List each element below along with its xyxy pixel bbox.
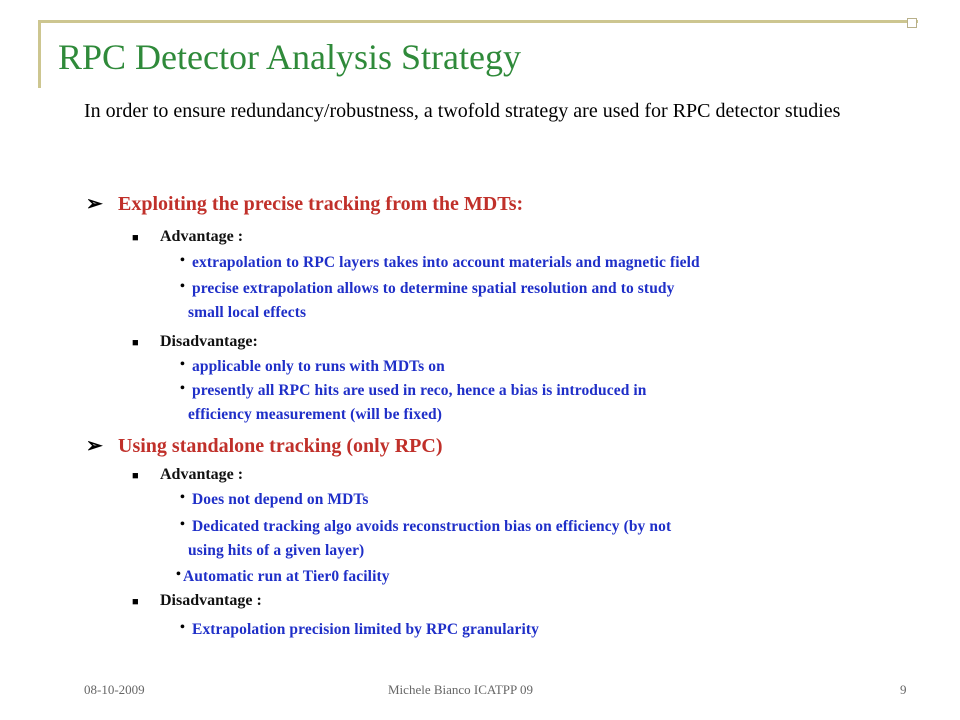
square-bullet-icon: ■ <box>132 470 139 482</box>
dot-bullet-icon: • <box>180 490 185 505</box>
dot-bullet-icon: • <box>180 279 185 294</box>
arrow-bullet-icon: ➢ <box>86 193 103 215</box>
detail-item: extrapolation to RPC layers takes into account materials and magnetic field <box>192 254 700 271</box>
strategy-heading-mdt: Exploiting the precise tracking from the MDTs: <box>118 193 524 215</box>
detail-item-continuation: small local effects <box>188 304 307 321</box>
group-label-disadvantage: Disadvantage: <box>160 333 258 350</box>
dot-bullet-icon: • <box>180 620 185 635</box>
intro-paragraph: In order to ensure redundancy/robustness, a twofold strategy are used for RPC detector studies <box>84 100 841 122</box>
group-label-disadvantage: Disadvantage : <box>160 592 262 609</box>
title-frame-left-rule <box>38 20 41 88</box>
footer-page-number: 9 <box>900 682 907 697</box>
square-bullet-icon: ■ <box>132 232 139 244</box>
slide-title: RPC Detector Analysis Strategy <box>58 37 521 77</box>
group-label-advantage: Advantage : <box>160 228 244 245</box>
detail-item: precise extrapolation allows to determine spatial resolution and to study <box>192 280 675 297</box>
title-frame-corner-square <box>907 18 917 28</box>
detail-item: Extrapolation precision limited by RPC granularity <box>192 621 540 638</box>
square-bullet-icon: ■ <box>132 337 139 349</box>
detail-item-continuation: using hits of a given layer) <box>188 542 365 559</box>
square-bullet-icon: ■ <box>132 596 139 608</box>
detail-item: presently all RPC hits are used in reco, hence a bias is introduced in <box>192 382 647 399</box>
strategy-heading-standalone: Using standalone tracking (only RPC) <box>118 435 443 457</box>
dot-bullet-icon: • <box>176 567 181 582</box>
detail-item: applicable only to runs with MDTs on <box>192 358 445 375</box>
group-label-advantage: Advantage : <box>160 466 244 483</box>
dot-bullet-icon: • <box>180 381 185 396</box>
dot-bullet-icon: • <box>180 357 185 372</box>
arrow-bullet-icon: ➢ <box>86 435 103 457</box>
footer-author: Michele Bianco ICATPP 09 <box>388 682 534 697</box>
detail-item-continuation: efficiency measurement (will be fixed) <box>188 406 443 423</box>
footer-date: 08-10-2009 <box>84 682 145 697</box>
dot-bullet-icon: • <box>180 253 185 268</box>
detail-item: Dedicated tracking algo avoids reconstruction bias on efficiency (by not <box>192 518 672 535</box>
dot-bullet-icon: • <box>180 517 185 532</box>
detail-item: Automatic run at Tier0 facility <box>183 568 390 585</box>
title-frame-top-rule <box>38 20 918 23</box>
detail-item: Does not depend on MDTs <box>192 491 369 508</box>
